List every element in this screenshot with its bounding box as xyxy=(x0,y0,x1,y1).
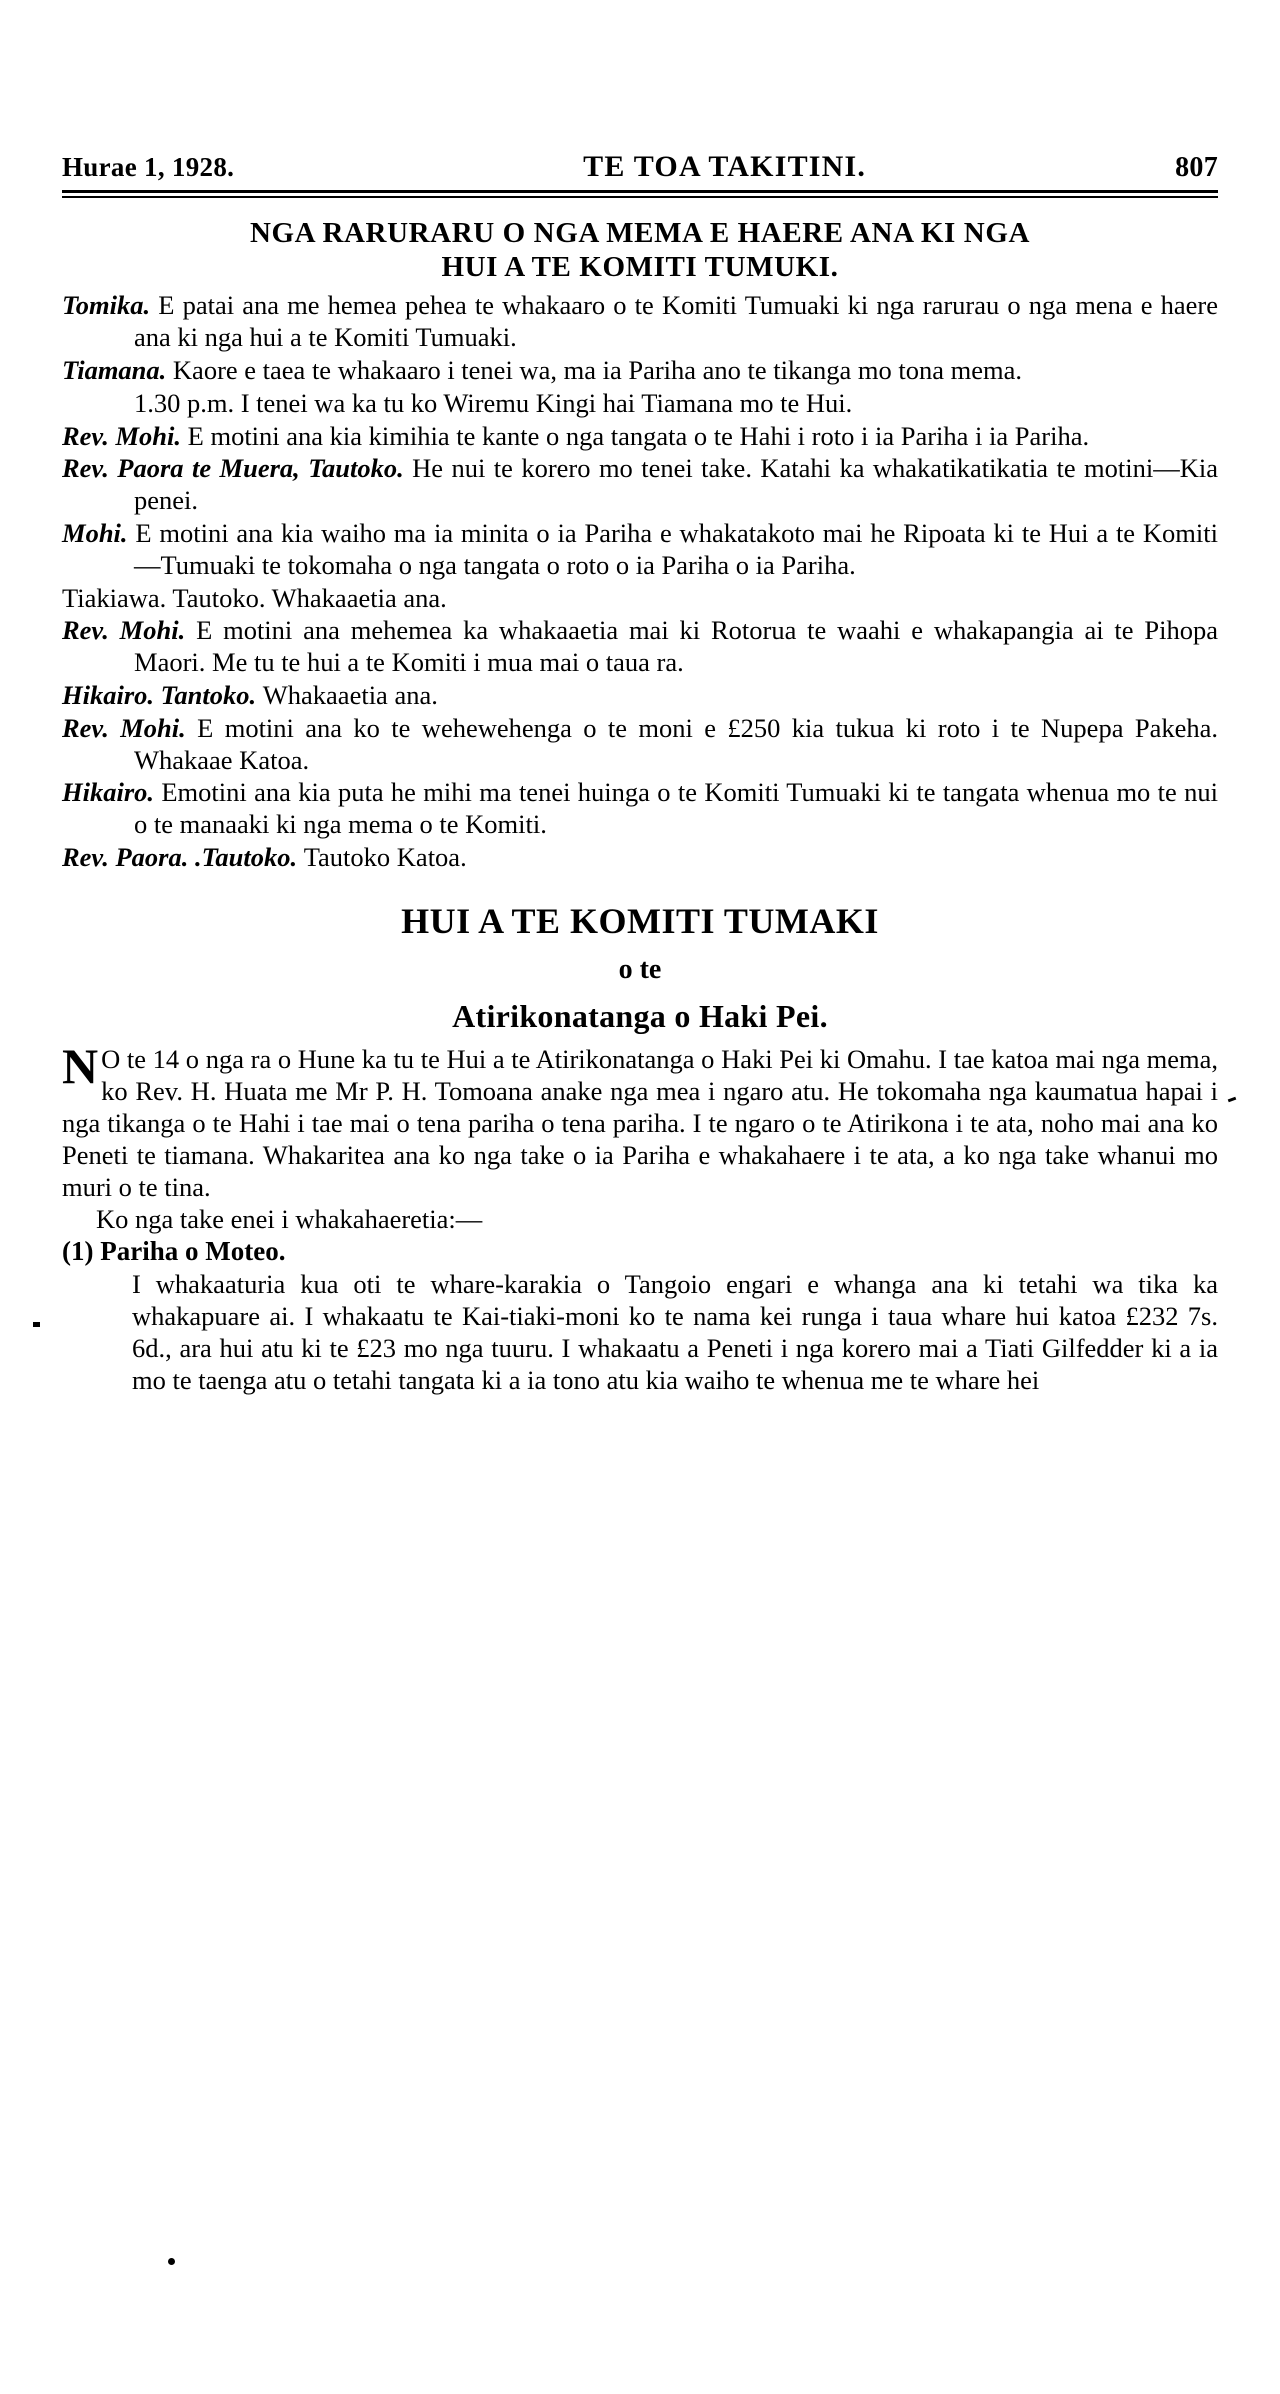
minute-entry xyxy=(62,777,1218,841)
speaker-name: Hikairo. Tantoko. xyxy=(62,680,263,710)
speaker-name: Rev. Mohi. xyxy=(62,420,188,451)
speaker-name: Mohi. xyxy=(62,518,136,549)
list-item-title: Pariha o Moteo. xyxy=(100,1236,286,1267)
minutes-list xyxy=(62,290,1218,873)
minute-entry-time xyxy=(62,388,1218,420)
section-subtitle-1: o te xyxy=(618,953,662,985)
running-head xyxy=(62,150,1218,184)
minute-text: E motini ana kia waiho ma ia minita o ia Pariha e whakatakoto mai he Ripoata ki te Hui a te Komiti—Tumuaki te tokomaha o nga tangata o roto o ia Pariha o ia Pariha. xyxy=(134,518,1218,580)
speaker-name: Rev. Mohi. xyxy=(62,615,197,646)
speaker-name: Rev. Mohi. xyxy=(62,712,198,743)
minute-entry xyxy=(62,355,1218,387)
minute-text: 1.30 p.m. I tenei wa ka tu ko Wiremu Kingi hai Tiamana mo te Hui. xyxy=(134,387,853,418)
minute-text: He nui te korero mo tenei take. Katahi ka whakatikatikatia te motini—Kia penei. xyxy=(134,453,1218,516)
speaker-name: Tiamana. xyxy=(62,355,173,386)
minute-text: Whakaaetia ana. xyxy=(262,680,438,710)
scan-artifact xyxy=(33,1322,40,1327)
headline-line-2: HUI A TE KOMITI TUMUKI. xyxy=(441,251,839,284)
minute-text: E patai ana me hemea pehea te whakaaro o te Komiti Tumuaki ki nga rarurau o nga mena e haere ana ki nga hui a te Komiti Tumuaki. xyxy=(134,290,1218,353)
scan-artifact xyxy=(1228,1097,1237,1103)
article-paragraph-1 xyxy=(62,1037,1218,1203)
speaker-name: Rev. Paora te Muera, Tautoko. xyxy=(62,453,413,484)
speaker-name: Rev. Paora. .Tautoko. xyxy=(62,841,304,872)
paragraph-text: I whakaaturia kua oti te whare-karakia o Tangoio engari e whanga ana ki tetahi wa tika ka whakapuare ai. I whakaatu te Kai-tiaki-moni ko te nama kei runga i taua whare hui katoa £232 7s. 6d., ara hui atu ki te £23 mo nga tuuru. I whakaatu a Peneti i nga korero mai a Tiati Gilfedder ki a ia mo te taenga atu o tetahi tangata ki a ia tono atu kia waiho te whenua me te whare hei xyxy=(132,1268,1218,1395)
minute-entry xyxy=(62,615,1218,679)
list-item-heading xyxy=(62,1235,1218,1268)
paragraph-text: Ko nga take enei i whakahaeretia:— xyxy=(96,1204,483,1235)
minute-entry xyxy=(62,680,1218,712)
article-paragraph-2 xyxy=(62,1203,1218,1235)
minute-entry xyxy=(62,713,1218,777)
minute-text: Emotini ana kia puta he mihi ma tenei huinga o te Komiti Tumuaki ki te tangata whenua mo te nui o te manaaki ki nga mema o te Komiti. xyxy=(134,777,1218,840)
minute-entry xyxy=(62,421,1218,453)
paragraph-text: O te 14 o nga ra o Hune ka tu te Hui a te Atirikonatanga o Haki Pei ki Omahu. I tae katoa mai nga mema, ko Rev. H. Huata me Mr P. H. Tomoana anake nga mea i ngaro atu. He tokomaha nga kaumatua hapai i nga tikanga o te Hahi i tae mai o tena pariha o tena pariha. I te ngaro o te Atirikona i te ata, noho mai ana ko Peneti te tiamana. Whakaritea ana ko nga take o ia Pariha e whakahaere i te ata, a ko nga take whanui mo muri o te tina. xyxy=(62,1043,1218,1203)
issue-date: Hurae 1, 1928. xyxy=(62,152,235,182)
header-rule xyxy=(62,190,1218,198)
minute-text: Tautoko Katoa. xyxy=(303,841,467,872)
publication-title: TE TOA TAKITINI. xyxy=(583,150,867,183)
article-body xyxy=(62,1037,1218,1396)
minute-entry xyxy=(62,453,1218,517)
speaker-name: Hikairo. xyxy=(62,777,162,808)
article-headline xyxy=(62,216,1218,284)
minute-text: Kaore e taea te whakaaro i tenei wa, ma ia Pariha ano te tikanga mo tona mema. xyxy=(172,355,1023,386)
minute-entry xyxy=(62,518,1218,582)
scan-artifact xyxy=(168,2258,175,2265)
minute-entry xyxy=(62,290,1218,354)
speaker-name: Tomika. xyxy=(62,290,159,321)
speaker-name: Tiakiawa. Tautoko. Whakaaetia ana. xyxy=(62,582,447,613)
list-item-body xyxy=(62,1268,1218,1396)
section-title: HUI A TE KOMITI TUMAKI xyxy=(401,900,879,941)
section-subtitle-2: Atirikonatanga o Haki Pei. xyxy=(452,997,828,1034)
drop-cap: N xyxy=(62,1037,99,1094)
minute-text: E motini ana kia kimihia te kante o nga tangata o te Hahi i roto i ia Pariha i ia Pariha. xyxy=(187,420,1090,451)
list-item-number: (1) xyxy=(62,1236,101,1267)
headline-line-1: NGA RARURARU O NGA MEMA E HAERE ANA KI NGA xyxy=(249,217,1031,249)
minute-text: E motini ana ko te wehewehenga o te moni e £250 kia tukua ki roto i te Nupepa Pakeha. Whakaae Katoa. xyxy=(134,712,1218,775)
page-number: 807 xyxy=(1175,152,1218,183)
minute-entry xyxy=(62,842,1218,874)
minute-entry xyxy=(62,583,1218,615)
minute-text: E motini ana mehemea ka whakaaetia mai ki Rotorua te waahi e whakapangia ai te Pihopa Maori. Me tu te hui a te Komiti i mua mai o taua ra. xyxy=(134,615,1218,678)
